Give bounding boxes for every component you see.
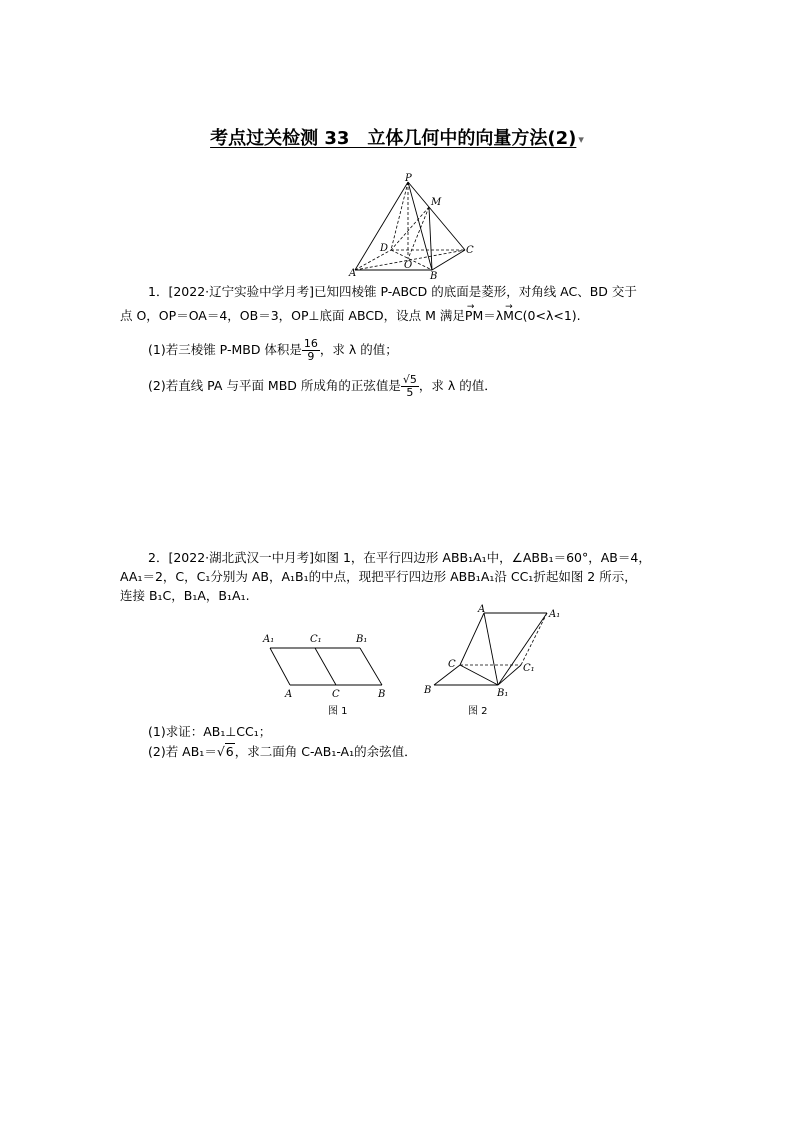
f1-label-A1: A₁ <box>263 634 275 645</box>
q1-part2 <box>148 374 497 399</box>
figure-1 <box>258 630 398 720</box>
label-A: A <box>349 268 357 279</box>
f1-label-A: A <box>285 689 293 700</box>
q1-part1-a: (1)若三棱锥 P-MBD 体积是 <box>148 342 302 357</box>
label-M: M <box>431 197 442 208</box>
f1-label-C1: C₁ <box>310 634 322 645</box>
q1-part2-b: ，求 λ 的值． <box>418 378 497 393</box>
vector-pm: → PM <box>465 306 483 326</box>
q1-part1 <box>148 338 398 363</box>
q1-eq: ＝λ <box>483 308 504 323</box>
frac-num: 16 <box>303 337 318 350</box>
q1-line2 <box>120 306 581 326</box>
q2-part2-a: (2)若 AB₁＝ <box>148 744 217 759</box>
page-title <box>0 124 794 150</box>
sqrt-sign: √ <box>216 744 225 759</box>
q2-part1: (1)求证：AB₁⊥CC₁； <box>148 724 272 739</box>
f2-label-A1: A₁ <box>549 609 561 620</box>
figure-2 <box>420 600 570 722</box>
f1-label-B: B <box>378 689 386 700</box>
q2-line3: 连接 B₁C，B₁A，B₁A₁. <box>120 588 250 603</box>
q1-line1: 1．[2022·辽宁实验中学月考]已知四棱锥 P-ABCD 的底面是菱形，对角线 AC、BD 交于 <box>148 284 637 299</box>
f2-label-C: C <box>448 659 456 670</box>
q1-part1-b: ，求 λ 的值； <box>319 342 398 357</box>
label-B: B <box>430 271 438 280</box>
dropdown-arrow-icon[interactable]: ▾ <box>578 132 584 146</box>
fraction-sqrt5-5 <box>401 374 419 399</box>
q2-part2 <box>148 742 417 762</box>
f2-label-C1: C₁ <box>523 663 535 674</box>
sqrt-value: 6 <box>225 744 234 759</box>
figure-2-caption: 图 2 <box>468 706 488 717</box>
f2-label-B1: B₁ <box>497 688 509 699</box>
q1-line2-b: (0<λ<1). <box>522 308 581 323</box>
fraction-16-9 <box>302 338 320 363</box>
q2-part2-b: ，求二面角 C-AB₁-A₁的余弦值． <box>234 744 417 759</box>
label-D: D <box>380 243 389 254</box>
label-P: P <box>405 173 412 184</box>
frac-den: 5 <box>406 386 414 399</box>
figure-1-caption: 图 1 <box>328 706 348 717</box>
q1-part2-a: (2)若直线 PA 与平面 MBD 所成角的正弦值是 <box>148 378 401 393</box>
q2-line2: AA₁＝2，C，C₁分别为 AB，A₁B₁的中点，现把平行四边形 ABB₁A₁沿 CC₁折起如图 2 所示， <box>120 569 637 584</box>
pyramid-figure <box>345 170 480 280</box>
q2-line1: 2．[2022·湖北武汉一中月考]如图 1，在平行四边形 ABB₁A₁中，∠ABB₁＝60°，AB＝4， <box>148 550 651 565</box>
label-O: O <box>404 260 413 271</box>
f1-label-B1: B₁ <box>356 634 368 645</box>
frac-num: √5 <box>402 373 417 386</box>
f2-label-B: B <box>424 685 432 696</box>
f2-label-A: A <box>478 604 486 615</box>
vector-mc: → MC <box>503 306 523 326</box>
title-text: 考点过关检测 33 立体几何中的向量方法(2) <box>210 128 577 149</box>
f1-label-C: C <box>332 689 340 700</box>
frac-den: 9 <box>307 350 315 363</box>
q1-line2-a: 点 O，OP＝OA＝4，OB＝3，OP⊥底面 ABCD，设点 M 满足 <box>120 308 465 323</box>
label-C: C <box>466 245 474 256</box>
